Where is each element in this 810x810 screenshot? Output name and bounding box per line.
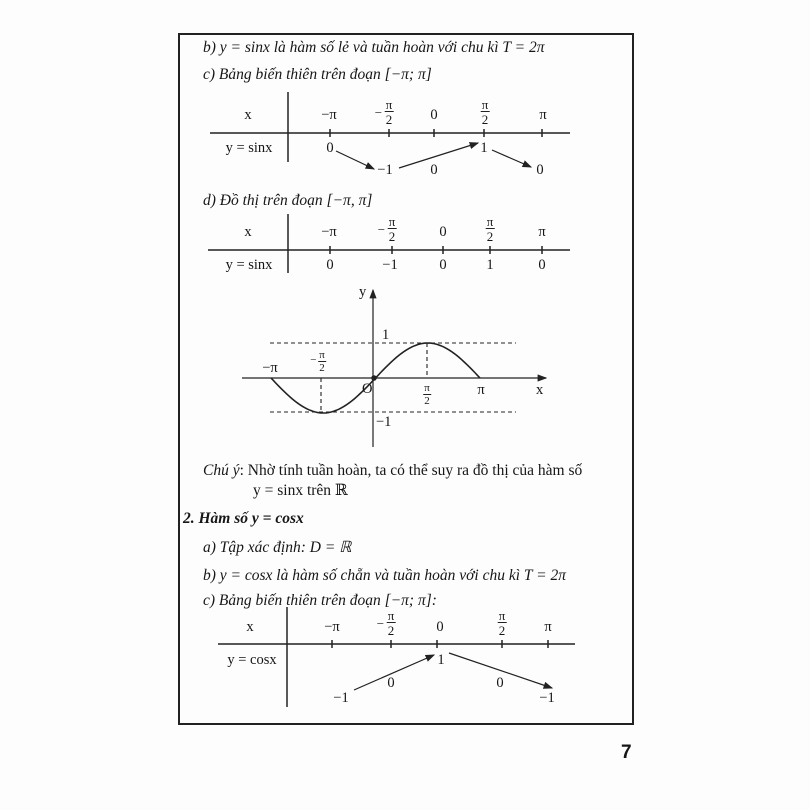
y-tick-one: 1: [382, 327, 390, 343]
minus-sign: −: [374, 105, 383, 120]
table2-y-value: −1: [382, 257, 398, 273]
table3-y-label: y = cosx: [227, 652, 277, 668]
sine-property-line: b) y = sinx là hàm số lẻ và tuần hoàn với chu kì T = 2π: [203, 39, 545, 56]
table2-y-value: 0: [326, 257, 334, 273]
table2-y-value: 0: [439, 257, 447, 273]
table1-x-label: x: [244, 107, 252, 123]
table3-x-label: x: [246, 619, 254, 635]
table1-y-value: 1: [480, 140, 488, 156]
table3-x-pi: π: [544, 619, 552, 635]
numerator: π: [387, 608, 395, 623]
table1-x-neg-half-pi: [374, 97, 394, 127]
table1-y-value: 0: [536, 162, 544, 178]
denominator: 2: [385, 112, 393, 127]
y-axis-label: y: [359, 284, 367, 300]
origin-label: O: [362, 381, 373, 397]
numerator: π: [424, 382, 430, 394]
x-tick-neg-pi: −π: [262, 360, 278, 376]
x-tick-half-pi: [423, 383, 431, 407]
section-heading-cosine: 2. Hàm số y = cosx: [183, 510, 304, 527]
table1-y-label: y = sinx: [225, 140, 273, 156]
table2-x-pi: π: [538, 224, 546, 240]
table1-x-neg-pi: −π: [321, 107, 337, 123]
table2-y-label: y = sinx: [225, 257, 273, 273]
table3-x-neg-pi: −π: [324, 619, 340, 635]
table3-y-value: −1: [333, 690, 349, 706]
numerator: π: [388, 214, 396, 229]
table1-x-pi: π: [539, 107, 547, 123]
note-text-2: y = sinx trên ℝ: [253, 482, 348, 499]
table3-y-value: 0: [496, 675, 504, 691]
table3-x-zero: 0: [436, 619, 444, 635]
numerator: π: [319, 349, 325, 361]
table1-x-zero: 0: [430, 107, 438, 123]
x-axis-label: x: [536, 382, 544, 398]
minus-sign: −: [310, 354, 317, 366]
table3-y-value: −1: [539, 690, 555, 706]
table2-x-neg-pi: −π: [321, 224, 337, 240]
arrow-decrease-1: [336, 151, 374, 169]
table2-x-half-pi: [486, 215, 495, 243]
numerator: π: [486, 214, 494, 229]
x-tick-pi: π: [477, 382, 485, 398]
numerator: π: [385, 97, 393, 112]
denominator: 2: [319, 362, 325, 374]
table2-x-label: x: [244, 224, 252, 240]
table3-y-value: 1: [437, 652, 445, 668]
minus-sign: −: [376, 616, 385, 631]
numerator: π: [498, 608, 506, 623]
table1-y-value: 0: [326, 140, 334, 156]
denominator: 2: [486, 229, 494, 244]
table2-x-zero: 0: [439, 224, 447, 240]
table2-x-neg-half-pi: [377, 214, 397, 244]
sine-variation-heading: c) Bảng biến thiên trên đoạn [−π; π]: [203, 66, 432, 83]
note-text: : Nhờ tính tuần hoàn, ta có thể suy ra đồ thị của hàm số: [239, 462, 583, 479]
x-tick-neg-half-pi: [310, 349, 326, 374]
table2-y-value: 0: [538, 257, 546, 273]
table1-y-value: 0: [430, 162, 438, 178]
table1-y-value: −1: [377, 162, 393, 178]
table3-x-half-pi: [498, 609, 507, 637]
denominator: 2: [498, 623, 506, 638]
arrow-increase: [399, 143, 478, 168]
numerator: π: [481, 97, 489, 112]
cosine-domain-line: a) Tập xác định: D = ℝ: [203, 539, 352, 556]
cosine-variation-heading: c) Bảng biến thiên trên đoạn [−π; π]:: [203, 592, 437, 609]
cosine-property-line: b) y = cosx là hàm số chẵn và tuần hoàn với chu kì T = 2π: [203, 567, 566, 584]
table1-x-half-pi: [481, 98, 490, 126]
note-label: Chú ý: [203, 462, 240, 479]
origin-point: [372, 376, 376, 380]
table2-y-value: 1: [486, 257, 494, 273]
denominator: 2: [388, 229, 396, 244]
table3-y-value: 0: [387, 675, 395, 691]
page-number: 7: [621, 742, 632, 763]
denominator: 2: [481, 112, 489, 127]
note-line: [203, 463, 582, 479]
sine-graph-heading: d) Đồ thị trên đoạn [−π, π]: [203, 192, 373, 209]
minus-sign: −: [377, 222, 386, 237]
denominator: 2: [387, 623, 395, 638]
arrow-decrease-2: [492, 150, 531, 167]
denominator: 2: [424, 395, 430, 407]
table3-x-neg-half-pi: [376, 608, 396, 638]
y-tick-minus-one: −1: [376, 414, 392, 430]
